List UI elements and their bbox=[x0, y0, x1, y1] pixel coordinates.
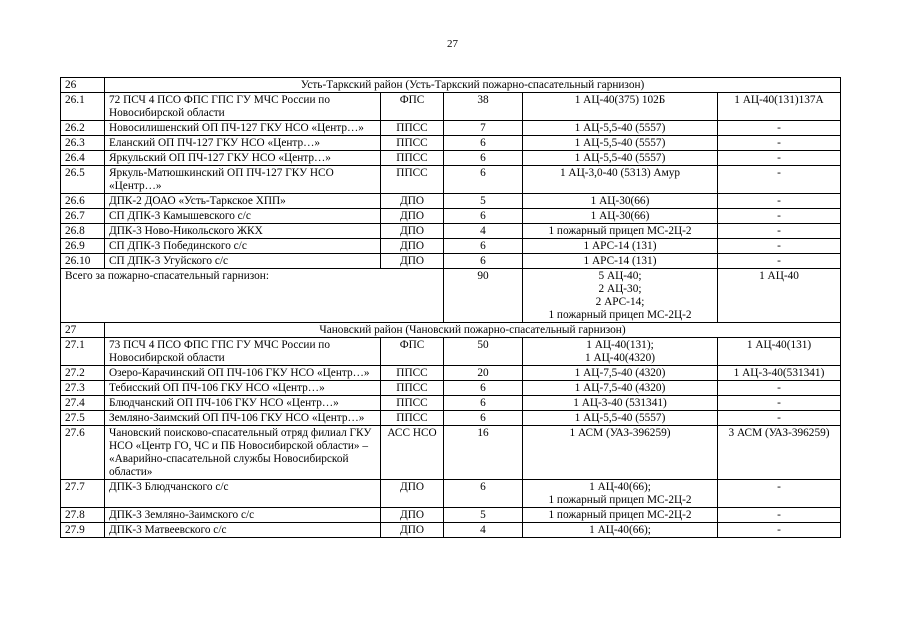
table-row bbox=[61, 338, 841, 366]
staff-count: 6 bbox=[444, 151, 523, 166]
staff-count: 6 bbox=[444, 136, 523, 151]
equipment-line: 1 АЦ-5,5-40 (5557) bbox=[574, 412, 666, 424]
unit-name: Еланский ОП ПЧ-127 ГКУ НСО «Центр…» bbox=[105, 136, 381, 151]
table-row bbox=[61, 523, 841, 538]
row-number: 27.1 bbox=[61, 338, 105, 366]
row-number: 26.8 bbox=[61, 224, 105, 239]
total-equipment-line: 1 пожарный прицеп МС-2Ц-2 bbox=[548, 309, 692, 321]
unit-name: Чановский поисково-спасательный отряд филиал ГКУ НСО «Центр ГО, ЧС и ПБ Новосибирской области» – «Аварийно-спасательной службы Новосибирской области» bbox=[105, 426, 381, 480]
reserve-equipment-line: - bbox=[777, 240, 781, 252]
staff-count: 6 bbox=[444, 254, 523, 269]
row-number: 26.4 bbox=[61, 151, 105, 166]
unit-type: ППСС bbox=[381, 151, 444, 166]
unit-name: 72 ПСЧ 4 ПСО ФПС ГПС ГУ МЧС России по Новосибирской области bbox=[105, 93, 381, 121]
equipment-line: 1 АЦ-30(66) bbox=[590, 195, 650, 207]
reserve-equipment-line: - bbox=[777, 382, 781, 394]
equipment bbox=[523, 136, 718, 151]
reserve-equipment bbox=[718, 411, 841, 426]
row-number: 27.3 bbox=[61, 381, 105, 396]
reserve-equipment bbox=[718, 194, 841, 209]
unit-name: Новосилишенский ОП ПЧ-127 ГКУ НСО «Центр…» bbox=[105, 121, 381, 136]
row-number: 26.7 bbox=[61, 209, 105, 224]
equipment-line: 1 пожарный прицеп МС-2Ц-2 bbox=[548, 494, 692, 506]
reserve-equipment bbox=[718, 121, 841, 136]
reserve-equipment bbox=[718, 224, 841, 239]
staff-count: 20 bbox=[444, 366, 523, 381]
equipment-line: 1 АЦ-7,5-40 (4320) bbox=[574, 367, 666, 379]
section-number: 26 bbox=[61, 78, 105, 93]
reserve-equipment-line: - bbox=[777, 481, 781, 493]
equipment bbox=[523, 366, 718, 381]
equipment bbox=[523, 480, 718, 508]
equipment-line: 1 АЦ-40(66); bbox=[589, 524, 651, 536]
reserve-equipment-line: - bbox=[777, 255, 781, 267]
reserve-equipment-line: - bbox=[777, 122, 781, 134]
equipment-line: 1 АЦ-3,0-40 (5313) Амур bbox=[559, 167, 681, 179]
unit-name: ДПК-3 Блюдчанского с/с bbox=[105, 480, 381, 508]
reserve-equipment bbox=[718, 396, 841, 411]
table-row bbox=[61, 381, 841, 396]
equipment bbox=[523, 209, 718, 224]
unit-name: 73 ПСЧ 4 ПСО ФПС ГПС ГУ МЧС России по Новосибирской области bbox=[105, 338, 381, 366]
row-number: 26.10 bbox=[61, 254, 105, 269]
table-row bbox=[61, 239, 841, 254]
equipment-line: 1 АЦ-7,5-40 (4320) bbox=[574, 382, 666, 394]
staff-count: 4 bbox=[444, 523, 523, 538]
reserve-equipment bbox=[718, 426, 841, 480]
unit-type: ДПО bbox=[381, 239, 444, 254]
table-row bbox=[61, 254, 841, 269]
reserve-equipment-line: - bbox=[777, 397, 781, 409]
reserve-equipment bbox=[718, 480, 841, 508]
unit-name: СП ДПК-3 Камышевского с/с bbox=[105, 209, 381, 224]
unit-name: ДПК-3 Матвеевского с/с bbox=[105, 523, 381, 538]
total-label: Всего за пожарно-спасательный гарнизон: bbox=[61, 269, 444, 323]
row-number: 27.8 bbox=[61, 508, 105, 523]
equipment bbox=[523, 381, 718, 396]
table-row bbox=[61, 411, 841, 426]
staff-count: 16 bbox=[444, 426, 523, 480]
section-number: 27 bbox=[61, 323, 105, 338]
section-header-row bbox=[61, 78, 841, 93]
table-row bbox=[61, 151, 841, 166]
row-number: 27.2 bbox=[61, 366, 105, 381]
unit-name: Тебисский ОП ПЧ-106 ГКУ НСО «Центр…» bbox=[105, 381, 381, 396]
unit-type: ДПО bbox=[381, 209, 444, 224]
reserve-equipment-line: - bbox=[777, 195, 781, 207]
row-number: 26.9 bbox=[61, 239, 105, 254]
unit-type: ППСС bbox=[381, 411, 444, 426]
reserve-equipment bbox=[718, 151, 841, 166]
equipment-line: 1 пожарный прицеп МС-2Ц-2 bbox=[548, 509, 692, 521]
staff-count: 5 bbox=[444, 194, 523, 209]
section-title: Чановский район (Чановский пожарно-спасательный гарнизон) bbox=[105, 323, 841, 338]
equipment-line: 1 АЦ-40(131); bbox=[586, 339, 654, 351]
staff-count: 6 bbox=[444, 166, 523, 194]
row-number: 26.3 bbox=[61, 136, 105, 151]
equipment bbox=[523, 396, 718, 411]
reserve-equipment-line: - bbox=[777, 225, 781, 237]
page-number: 27 bbox=[447, 38, 458, 50]
unit-type: ДПО bbox=[381, 194, 444, 209]
unit-type: ДПО bbox=[381, 523, 444, 538]
equipment-line: 1 АРС-14 (131) bbox=[583, 255, 657, 267]
equipment-line: 1 АЦ-5,5-40 (5557) bbox=[574, 137, 666, 149]
staff-count: 6 bbox=[444, 480, 523, 508]
row-number: 26.5 bbox=[61, 166, 105, 194]
total-reserve bbox=[718, 269, 841, 323]
reserve-equipment bbox=[718, 254, 841, 269]
reserve-equipment-line: 3 АСМ (УАЗ-396259) bbox=[728, 427, 830, 439]
reserve-equipment bbox=[718, 523, 841, 538]
total-reserve-line: 1 АЦ-40 bbox=[759, 270, 799, 282]
unit-type: ППСС bbox=[381, 136, 444, 151]
reserve-equipment-line: 1 АЦ-3-40(531341) bbox=[733, 367, 825, 379]
equipment bbox=[523, 121, 718, 136]
reserve-equipment-line: 1 АЦ-40(131) bbox=[746, 339, 812, 351]
unit-name: ДПК-3 Ново-Никольского ЖКХ bbox=[105, 224, 381, 239]
staff-count: 6 bbox=[444, 381, 523, 396]
unit-type: ДПО bbox=[381, 224, 444, 239]
reserve-equipment-line: - bbox=[777, 524, 781, 536]
staff-count: 4 bbox=[444, 224, 523, 239]
reserve-equipment-line: - bbox=[777, 210, 781, 222]
staff-count: 5 bbox=[444, 508, 523, 523]
total-equipment-line: 2 АЦ-30; bbox=[598, 283, 642, 295]
equipment bbox=[523, 194, 718, 209]
unit-type: ППСС bbox=[381, 396, 444, 411]
table-row bbox=[61, 426, 841, 480]
row-number: 27.4 bbox=[61, 396, 105, 411]
unit-name: Яркульский ОП ПЧ-127 ГКУ НСО «Центр…» bbox=[105, 151, 381, 166]
table-row bbox=[61, 366, 841, 381]
table-row bbox=[61, 396, 841, 411]
table-row bbox=[61, 166, 841, 194]
table-row bbox=[61, 224, 841, 239]
reserve-equipment-line: - bbox=[777, 137, 781, 149]
reserve-equipment-line: - bbox=[777, 152, 781, 164]
equipment-line: 1 АЦ-5,5-40 (5557) bbox=[574, 122, 666, 134]
table-row bbox=[61, 136, 841, 151]
unit-name: Озеро-Карачинский ОП ПЧ-106 ГКУ НСО «Центр…» bbox=[105, 366, 381, 381]
reserve-equipment-line: - bbox=[777, 509, 781, 521]
row-number: 27.9 bbox=[61, 523, 105, 538]
staff-count: 50 bbox=[444, 338, 523, 366]
equipment-line: 1 АСМ (УАЗ-396259) bbox=[569, 427, 671, 439]
unit-name: Землянo-Заимский ОП ПЧ-106 ГКУ НСО «Центр…» bbox=[105, 411, 381, 426]
equipment bbox=[523, 151, 718, 166]
unit-type: ДПО bbox=[381, 508, 444, 523]
fire-garrison-table bbox=[60, 77, 841, 538]
reserve-equipment bbox=[718, 239, 841, 254]
unit-name: ДПК-3 Землянo-Заимского с/с bbox=[105, 508, 381, 523]
staff-count: 38 bbox=[444, 93, 523, 121]
section-title: Усть-Таркский район (Усть-Таркский пожарно-спасательный гарнизон) bbox=[105, 78, 841, 93]
total-equipment-line: 2 АРС-14; bbox=[595, 296, 645, 308]
equipment-line: 1 АЦ-40(66); bbox=[589, 481, 651, 493]
equipment-line: 1 пожарный прицеп МС-2Ц-2 bbox=[548, 225, 692, 237]
equipment bbox=[523, 338, 718, 366]
reserve-equipment-line: - bbox=[777, 167, 781, 179]
equipment bbox=[523, 411, 718, 426]
staff-count: 7 bbox=[444, 121, 523, 136]
staff-count: 6 bbox=[444, 239, 523, 254]
equipment bbox=[523, 426, 718, 480]
row-number: 26.2 bbox=[61, 121, 105, 136]
reserve-equipment bbox=[718, 508, 841, 523]
equipment bbox=[523, 254, 718, 269]
unit-name: ДПК-2 ДОАО «Усть-Таркское ХПП» bbox=[105, 194, 381, 209]
unit-type: ДПО bbox=[381, 480, 444, 508]
unit-name: Яркуль-Матюшкинский ОП ПЧ-127 ГКУ НСО «Центр…» bbox=[105, 166, 381, 194]
reserve-equipment bbox=[718, 366, 841, 381]
row-number: 27.7 bbox=[61, 480, 105, 508]
unit-type: ФПС bbox=[381, 93, 444, 121]
row-number: 26.6 bbox=[61, 194, 105, 209]
section-header-row bbox=[61, 323, 841, 338]
row-number: 26.1 bbox=[61, 93, 105, 121]
table-row bbox=[61, 480, 841, 508]
equipment bbox=[523, 166, 718, 194]
equipment-line: 1 АЦ-30(66) bbox=[590, 210, 650, 222]
staff-count: 6 bbox=[444, 396, 523, 411]
unit-name: СП ДПК-3 Побединского с/с bbox=[105, 239, 381, 254]
row-number: 27.5 bbox=[61, 411, 105, 426]
table-row bbox=[61, 209, 841, 224]
equipment bbox=[523, 93, 718, 121]
unit-type: ППСС bbox=[381, 366, 444, 381]
unit-type: ППСС bbox=[381, 381, 444, 396]
unit-type: ППСС bbox=[381, 121, 444, 136]
equipment bbox=[523, 508, 718, 523]
reserve-equipment-line: 1 АЦ-40(131)137А bbox=[734, 94, 824, 106]
row-number: 27.6 bbox=[61, 426, 105, 480]
equipment bbox=[523, 239, 718, 254]
unit-type: АСС НСО bbox=[381, 426, 444, 480]
equipment-line: 1 АЦ-3-40 (531341) bbox=[573, 397, 667, 409]
unit-name: Блюдчанский ОП ПЧ-106 ГКУ НСО «Центр…» bbox=[105, 396, 381, 411]
staff-count: 6 bbox=[444, 209, 523, 224]
reserve-equipment bbox=[718, 209, 841, 224]
total-staff: 90 bbox=[444, 269, 523, 323]
reserve-equipment bbox=[718, 93, 841, 121]
unit-type: ФПС bbox=[381, 338, 444, 366]
unit-type: ППСС bbox=[381, 166, 444, 194]
reserve-equipment bbox=[718, 136, 841, 151]
reserve-equipment bbox=[718, 166, 841, 194]
reserve-equipment bbox=[718, 381, 841, 396]
table-row bbox=[61, 508, 841, 523]
equipment-line: 1 АЦ-40(375) 102Б bbox=[574, 94, 666, 106]
reserve-equipment bbox=[718, 338, 841, 366]
equipment bbox=[523, 224, 718, 239]
unit-type: ДПО bbox=[381, 254, 444, 269]
table-row bbox=[61, 93, 841, 121]
table-row bbox=[61, 194, 841, 209]
equipment bbox=[523, 523, 718, 538]
equipment-line: 1 АРС-14 (131) bbox=[583, 240, 657, 252]
unit-name: СП ДПК-3 Угуйского с/с bbox=[105, 254, 381, 269]
total-row bbox=[61, 269, 841, 323]
total-equipment-line: 5 АЦ-40; bbox=[598, 270, 642, 282]
equipment-line: 1 АЦ-5,5-40 (5557) bbox=[574, 152, 666, 164]
staff-count: 6 bbox=[444, 411, 523, 426]
table-row bbox=[61, 121, 841, 136]
equipment-line: 1 АЦ-40(4320) bbox=[585, 352, 655, 364]
total-equipment bbox=[523, 269, 718, 323]
reserve-equipment-line: - bbox=[777, 412, 781, 424]
